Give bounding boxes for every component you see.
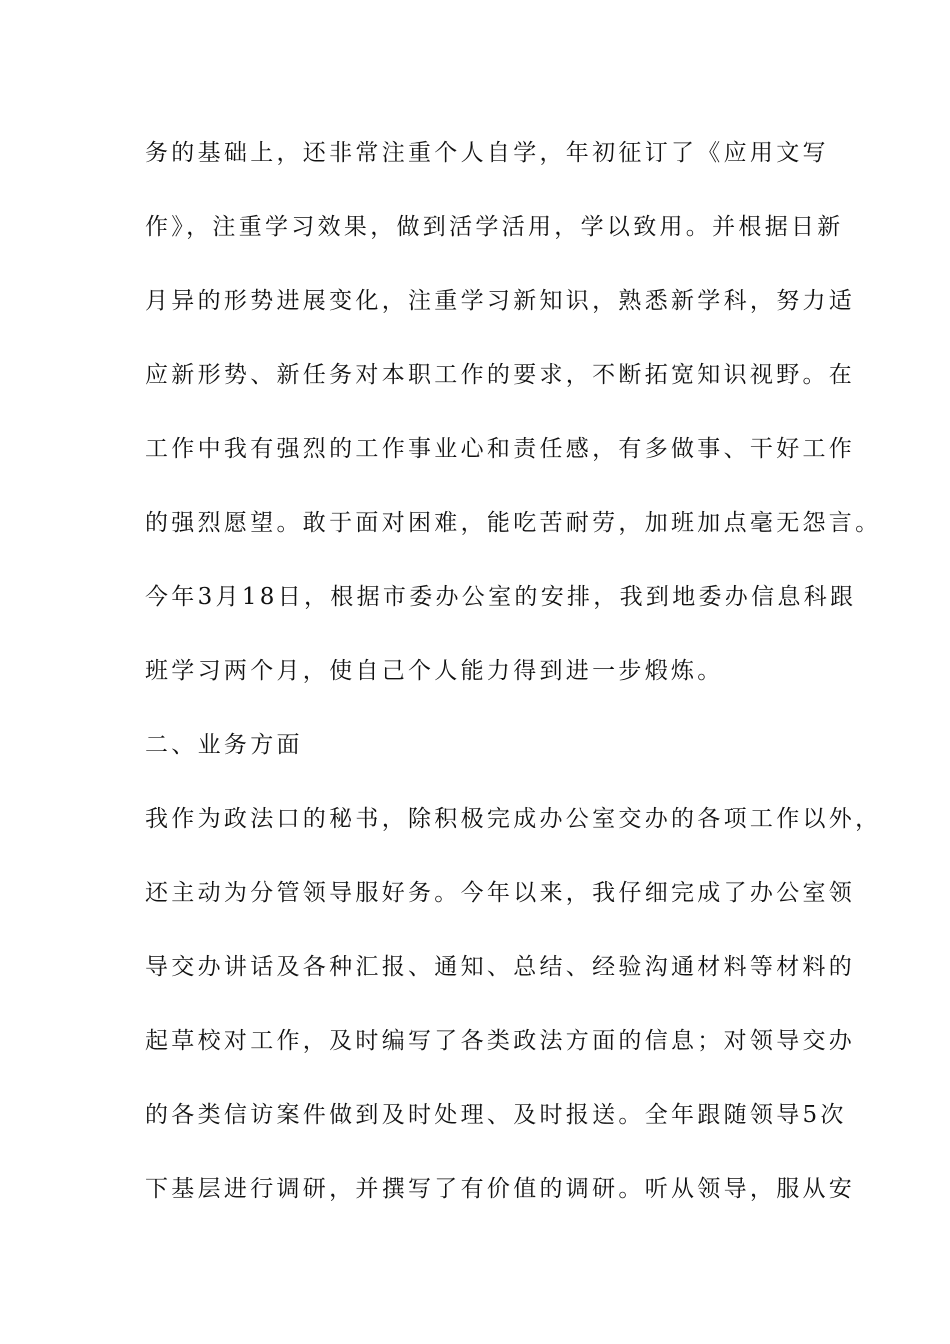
text-line: 我作为政法口的秘书，除积极完成办公室交办的各项工作以外，	[145, 806, 882, 832]
text-line: 月异的形势进展变化，注重学习新知识，熟悉新学科，努力适	[145, 288, 856, 314]
text-line: 作》，注重学习效果，做到活学活用，学以致用。并根据日新	[145, 214, 844, 240]
text-line: 下基层进行调研，并撰写了有价值的调研。听从领导，服从安	[145, 1176, 856, 1202]
text-line: 务的基础上，还非常注重个人自学，年初征订了《应用文写	[145, 140, 829, 166]
text-line: 班学习两个月，使自己个人能力得到进一步煅炼。	[145, 658, 724, 684]
text-line: 导交办讲话及各种汇报、通知、总结、经验沟通材料等材料的	[145, 954, 856, 980]
body-text	[145, 128, 882, 1238]
text-line: 还主动为分管领导服好务。今年以来，我仔细完成了办公室领	[145, 880, 856, 906]
text-line: 的强烈愿望。敢于面对困难，能吃苦耐劳，加班加点毫无怨言。	[145, 510, 882, 536]
text-line: 的各类信访案件做到及时处理、及时报送。全年跟随领导5次	[145, 1102, 847, 1128]
text-line: 工作中我有强烈的工作事业心和责任感，有多做事、干好工作	[145, 436, 856, 462]
text-line: 起草校对工作，及时编写了各类政法方面的信息；对领导交办	[145, 1028, 856, 1054]
text-line: 应新形势、新任务对本职工作的要求，不断拓宽知识视野。在	[145, 362, 856, 388]
text-line: 今年3月18日，根据市委办公室的安排，我到地委办信息科跟	[145, 584, 857, 610]
section-heading: 二、业务方面	[145, 732, 303, 758]
